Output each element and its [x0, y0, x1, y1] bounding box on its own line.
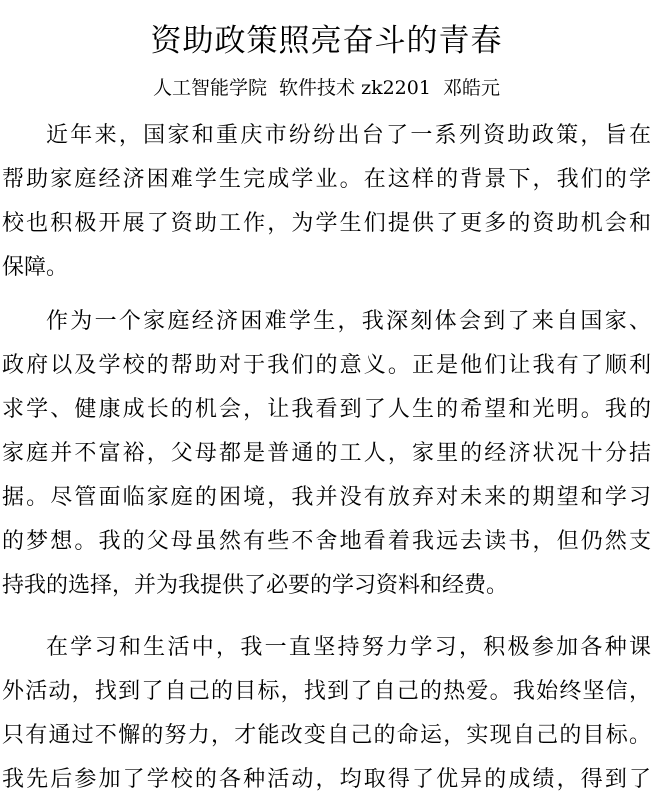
paragraph-line: 作为一个家庭经济困难学生，我深刻体会到了来自国家、	[46, 309, 651, 334]
byline	[0, 72, 653, 104]
byline-major-class: 软件技术 zk2201	[279, 77, 431, 99]
document-title: 资助政策照亮奋斗的青春	[150, 23, 503, 59]
paragraph-line: 只有通过不懈的努力，才能改变自己的命运，实现自己的目标。	[2, 723, 651, 748]
byline-author: 邓皓元	[443, 77, 501, 99]
paragraph-line: 政府以及学校的帮助对于我们的意义。正是他们让我有了顺利	[2, 353, 651, 378]
paragraph-3	[0, 626, 653, 802]
byline-college: 人工智能学院	[152, 77, 267, 99]
paragraph-line: 据。尽管面临家庭的困境，我并没有放弃对未来的期望和学习	[2, 485, 651, 510]
paragraph-line: 保障。	[2, 255, 69, 280]
paragraph-line: 家庭并不富裕，父母都是普通的工人，家里的经济状况十分拮	[2, 441, 651, 466]
paragraph-line: 在学习和生活中，我一直坚持努力学习，积极参加各种课	[46, 635, 651, 660]
paragraph-line: 求学、健康成长的机会，让我看到了人生的希望和光明。我的	[2, 397, 651, 422]
paragraph-2	[0, 300, 653, 608]
paragraph-1	[0, 114, 653, 290]
paragraph-line: 的梦想。我的父母虽然有些不舍地看着我远去读书，但仍然支	[2, 529, 651, 554]
paragraph-line: 帮助家庭经济困难学生完成学业。在这样的背景下，我们的学	[2, 167, 651, 192]
paragraph-line: 外活动，找到了自己的目标，找到了自己的热爱。我始终坚信，	[2, 679, 651, 704]
paragraph-line: 校也积极开展了资助工作，为学生们提供了更多的资助机会和	[2, 211, 651, 236]
paragraph-line: 我先后参加了学校的各种活动，均取得了优异的成绩，得到了	[2, 767, 651, 792]
paragraph-line: 持我的选择，并为我提供了必要的学习资料和经费。	[2, 573, 509, 598]
paragraph-line: 近年来，国家和重庆市纷纷出台了一系列资助政策，旨在	[46, 123, 651, 148]
